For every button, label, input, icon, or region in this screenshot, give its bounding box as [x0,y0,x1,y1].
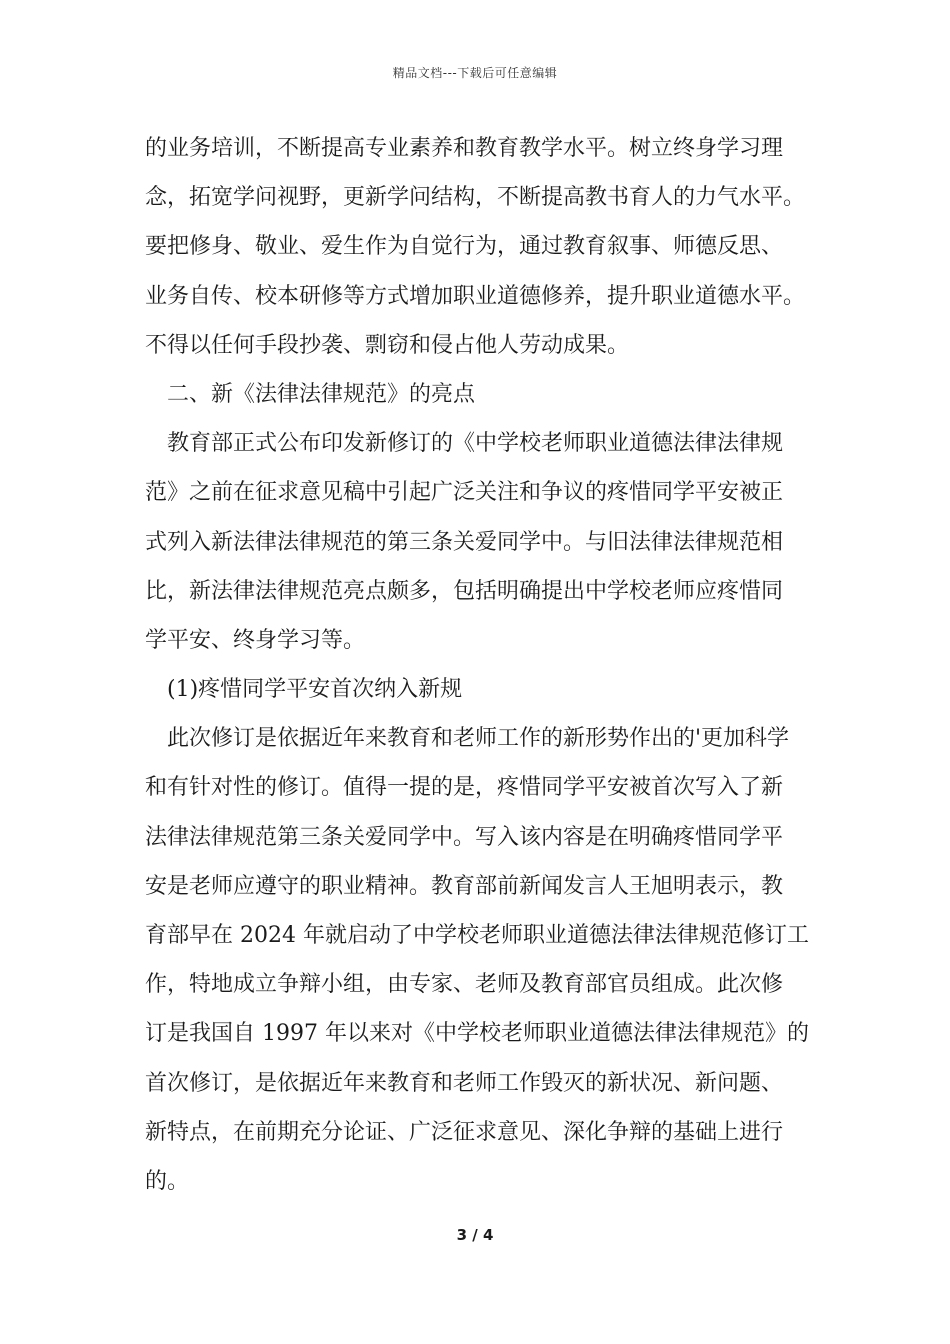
paragraph-start-line: 此次修订是依据近年来教育和老师工作的新形势作出的'更加科学 [167,726,790,752]
text-line: 订是我国自 1997 年以来对《中学校老师职业道德法律法律规范》的 [145,1021,809,1047]
document-body [145,124,817,1206]
text-line: 作，特地成立争辩小组，由专家、老师及教育部官员组成。此次修 [145,972,784,998]
page-header: 精品文档---下载后可任意编辑 [392,66,558,80]
text-line: 念，拓宽学问视野，更新学问结构，不断提高教书育人的力气水平。 [145,185,806,211]
text-line: 的。 [145,1168,190,1194]
text-line: 育部早在 2024 年就启动了中学校老师职业道德法律法律规范修订工 [145,923,809,948]
page-number [0,1226,950,1244]
paragraph-start-line: 教育部正式公布印发新修订的《中学校老师职业道德法律法律规 [167,431,784,457]
text-line: 安是老师应遵守的职业精神。教育部前新闻发言人王旭明表示，教 [145,873,784,899]
text-line: 范》之前在征求意见稿中引起广泛关注和争议的疼惜同学平安被正 [145,480,784,506]
text-line: 首次修订，是依据近年来教育和老师工作毁灭的新状况、新问题、 [145,1070,784,1096]
text-line: 比，新法律法律规范亮点颇多，包括明确提出中学校老师应疼惜同 [145,578,784,604]
text-line: 的业务培训，不断提高专业素养和教育教学水平。树立终身学习理 [145,136,784,161]
text-line: 不得以任何手段抄袭、剽窃和侵占他人劳动成果。 [145,332,630,358]
text-line: 式列入新法律法律规范的第三条关爱同学中。与旧法律法律规范相 [145,529,784,555]
section-heading: 二、新《法律法律规范》的亮点 [167,381,476,407]
text-line: 新特点，在前期充分论证、广泛征求意见、深化争辩的基础上进行 [145,1119,784,1145]
subsection-heading: (1)疼惜同学平安首次纳入新规 [167,677,463,703]
text-line: 业务自传、校本研修等方式增加职业道德修养，提升职业道德水平。 [145,283,806,309]
page-current: 3 [456,1226,468,1244]
text-line: 和有针对性的修订。值得一提的是，疼惜同学平安被首次写入了新 [145,775,784,801]
page-total: 4 [482,1226,494,1244]
text-line: 要把修身、敬业、爱生作为自觉行为，通过教育叙事、师德反思、 [145,234,784,260]
text-line: 法律法律规范第三条关爱同学中。写入该内容是在明确疼惜同学平 [145,824,784,850]
page-separator: / [472,1226,478,1244]
text-line: 学平安、终身学习等。 [145,627,366,653]
